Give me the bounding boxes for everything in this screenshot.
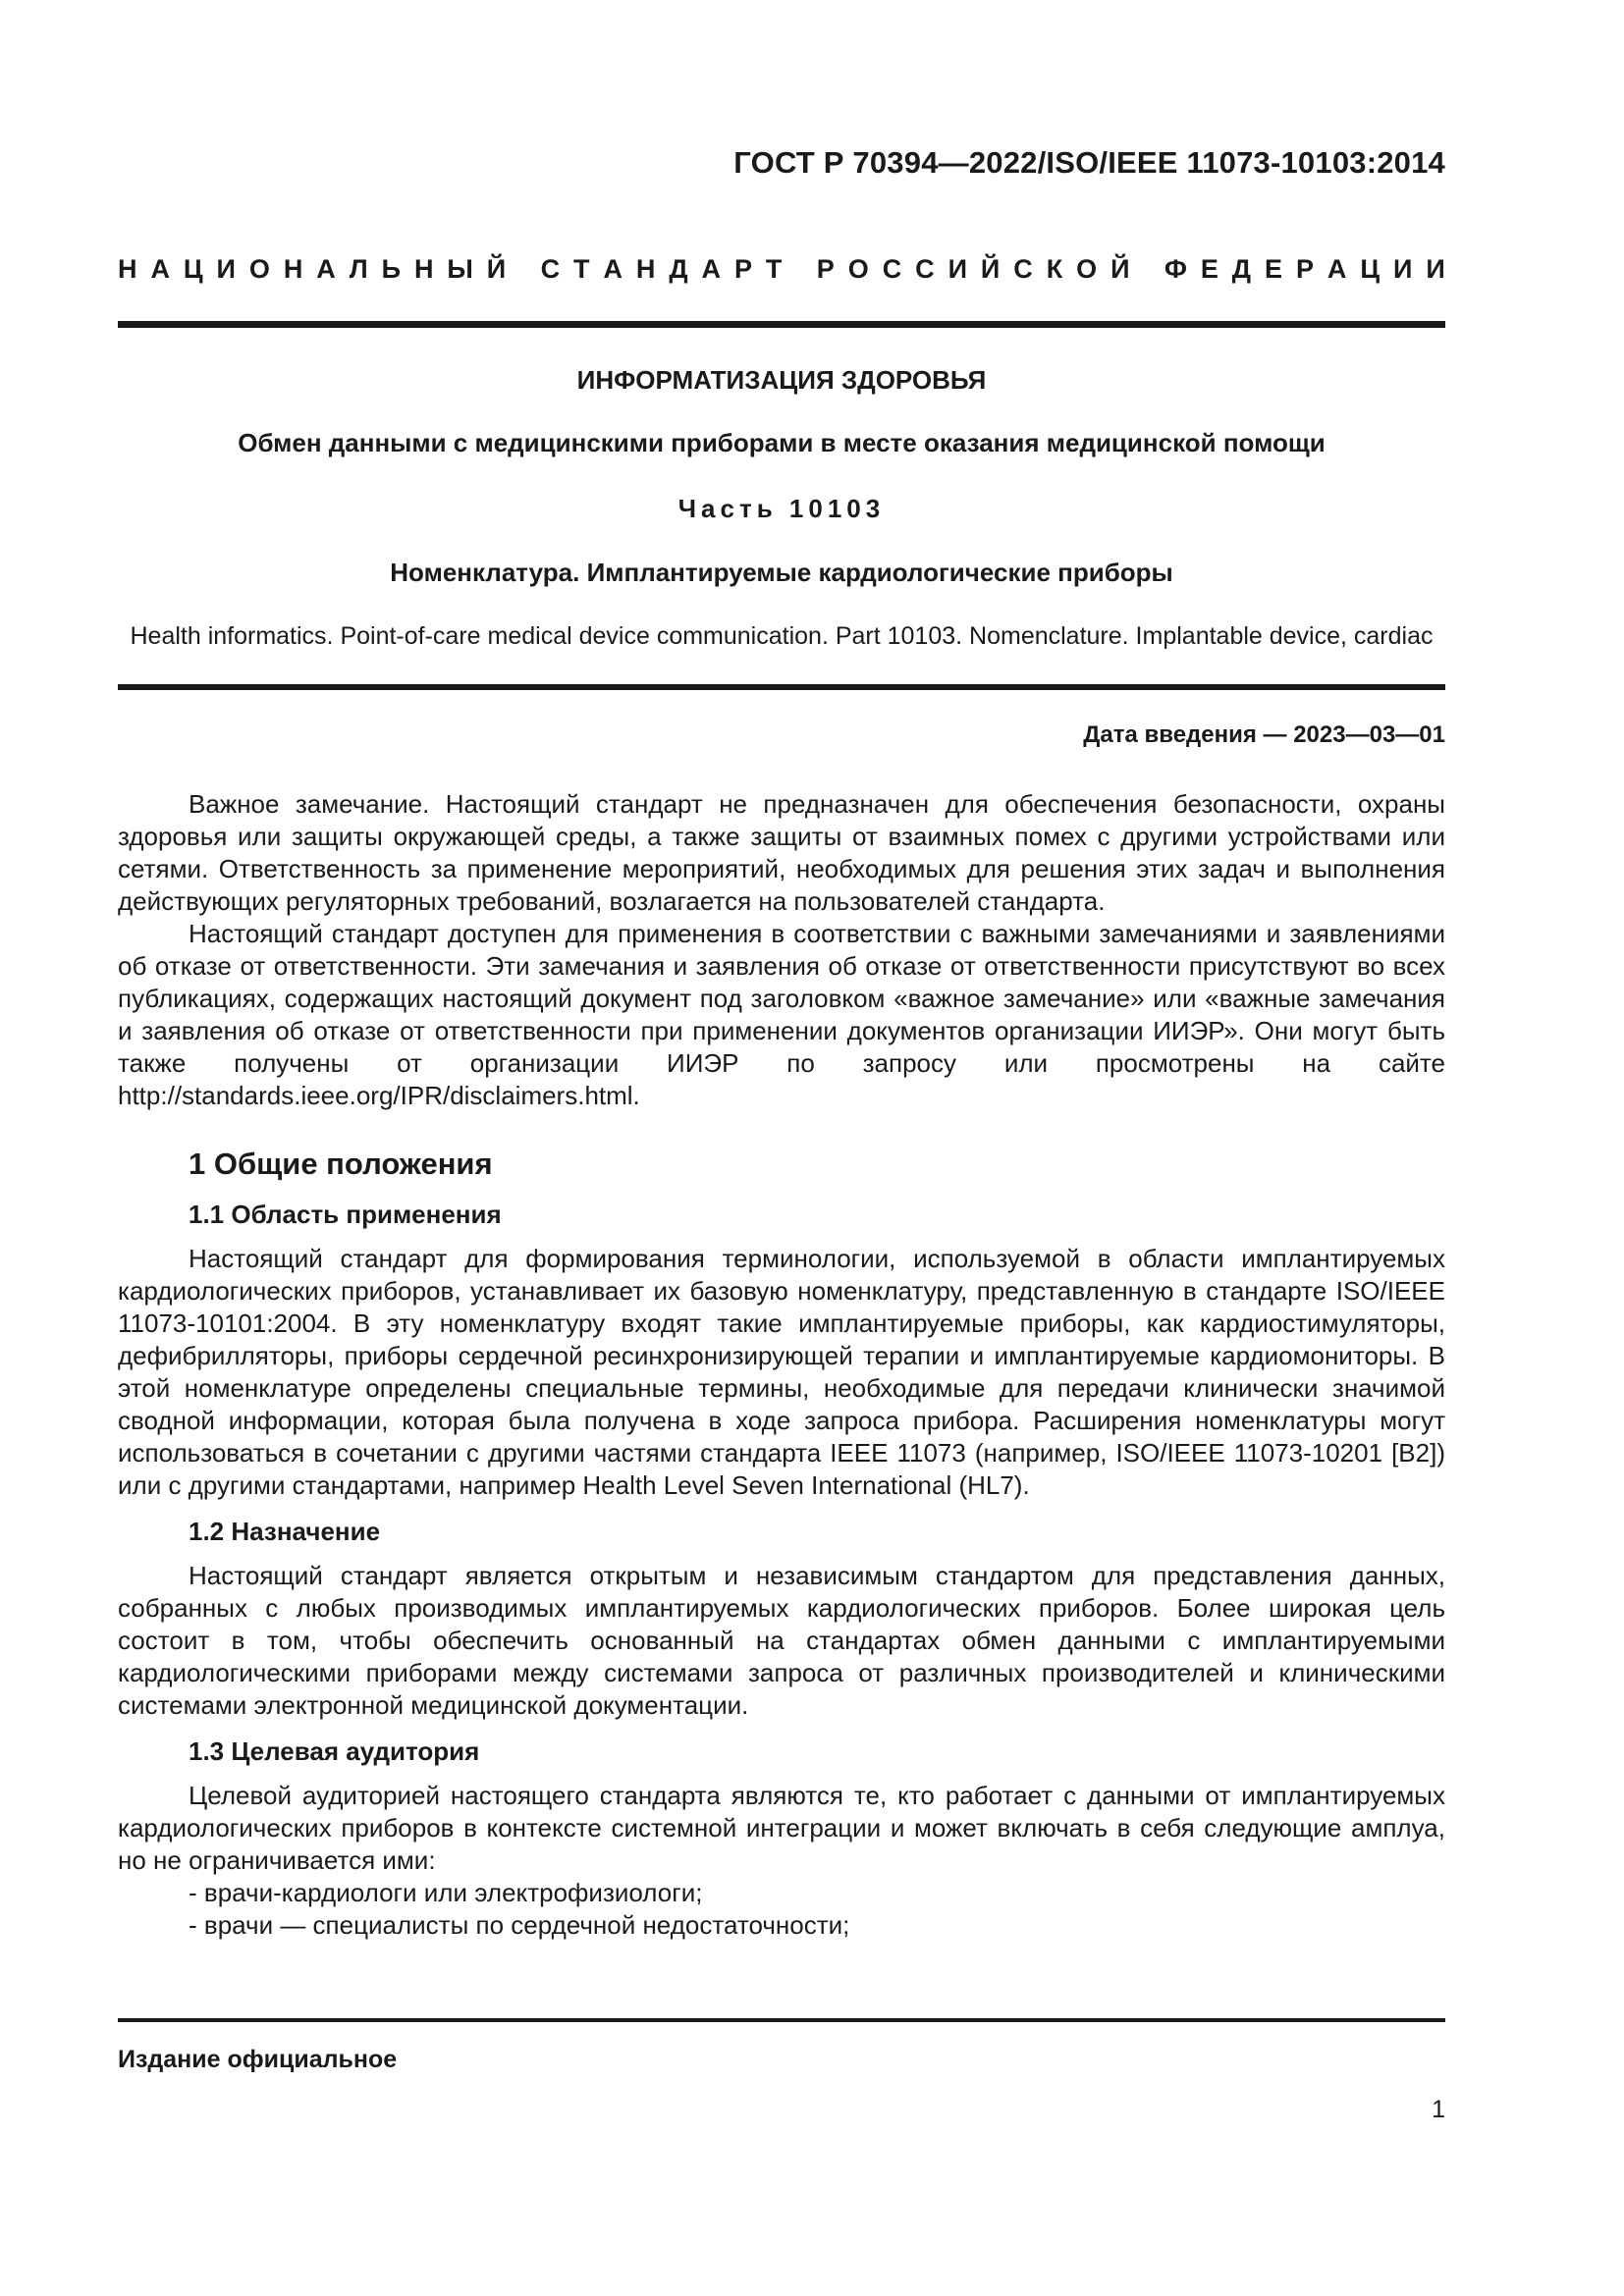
heading-letter — [1143, 254, 1151, 285]
heading-letter: Ц — [1360, 254, 1380, 284]
heading-letter: Р — [733, 254, 752, 284]
section-heading: 1 Общие положения — [189, 1147, 493, 1181]
heading-letter: И — [1393, 254, 1413, 284]
heading-letter: Ф — [1164, 254, 1187, 284]
heading-letter: Й — [486, 254, 507, 284]
subsection-heading: 1.3 Целевая аудитория — [189, 1736, 480, 1766]
document-code: ГОСТ Р 70394—2022/ISO/IEEE 11073-10103:2014 — [733, 145, 1445, 180]
heading-letter — [519, 254, 527, 285]
heading-letter: А — [1326, 254, 1347, 284]
heading-letter: А — [150, 254, 170, 284]
heading-letter: Р — [1295, 254, 1314, 284]
heading-letter: И — [216, 254, 236, 284]
subsection-heading: 1.1 Область применения — [189, 1200, 502, 1229]
heading-letter: Н — [413, 254, 434, 284]
notice-paragraph: Важное замечание. Настоящий стандарт не предназначен для обеспечения безопасности, охраны здоровья или защиты окружающей среды, а также защиты от взаимных помех с другими устройствами или сетями. Ответственность за применение мероприятий, необходимых для решения этих задач и выполнения действующих регуляторных требований, возлагается на пользователей стандарта. — [118, 789, 1445, 916]
heading-letter: О — [1076, 254, 1098, 284]
heading-letter: Н — [283, 254, 303, 284]
main-title: ИНФОРМАТИЗАЦИЯ ЗДОРОВЬЯ — [576, 365, 987, 395]
heading-letter: С — [915, 254, 935, 284]
heading-letter: Й — [1110, 254, 1130, 284]
heading-letter: Т — [765, 254, 783, 284]
heading-letter: Р — [816, 254, 835, 284]
heading-letter: Н — [635, 254, 656, 284]
document-body — [118, 788, 1445, 1942]
document-page — [118, 0, 1445, 2296]
heading-letter: О — [248, 254, 270, 284]
scope-paragraph: Настоящий стандарт для формирования терминологии, используемой в области имплантируемых кардиологических приборов, устанавливает их базовую номенклатуру, представленную в стандарте ISO/IEEE 11073-10101:2004. В эту номенклатуру входят такие имплантируемые приборы, как кардиостимуляторы, дефибрилляторы, приборы сердечной ресинхронизирующей терапии и имплантируемые кардиомониторы. В этой номенклатуре определены специальные термины, необходимые для передачи клинически значимой сводной информации, которая была получена в ходе запроса прибора. Расширения номенклатуры могут использоваться в сочетании с другими частями стандарта IEEE 11073 (например, ISO/IEEE 11073-10201 [B2]) или с другими стандартами, например Health Level Seven International (HL7). — [118, 1244, 1445, 1500]
audience-paragraph: Целевой аудиторией настоящего стандарта являются те, кто работает с данными от имплантируемых кардиологических приборов в контексте системной интеграции и может включать в себя следующие амплуа, но не ограничивается ими: — [118, 1781, 1445, 1875]
heading-letter: Е — [1200, 254, 1218, 284]
heading-letter: Д — [1231, 254, 1252, 284]
heading-letter: Ь — [381, 254, 402, 284]
heading-letter: Т — [573, 254, 590, 284]
heading-letter: С — [540, 254, 561, 284]
list-item: - врачи — специалисты по сердечной недостаточности; — [189, 1910, 850, 1940]
national-standard-heading — [118, 254, 1445, 285]
heading-letter: И — [1426, 254, 1445, 284]
english-title: Health informatics. Point-of-care medical device communication. Part 10103. Nomenclature. Implantable device, cardiac — [130, 622, 1434, 650]
heading-letter: Н — [118, 254, 137, 284]
subtitle: Обмен данными с медицинскими приборами в месте оказания медицинской помощи — [238, 428, 1326, 457]
list-item: - врачи-кардиологи или электрофизиологи; — [189, 1878, 703, 1907]
top-divider — [118, 321, 1445, 328]
heading-letter: Й — [980, 254, 1001, 284]
introduction-date: Дата введения — 2023—03—01 — [1083, 721, 1445, 748]
heading-letter: А — [701, 254, 721, 284]
heading-letter: С — [882, 254, 902, 284]
heading-letter: И — [947, 254, 967, 284]
heading-letter: Ы — [447, 254, 473, 284]
middle-divider — [118, 684, 1445, 690]
heading-letter: Л — [349, 254, 368, 284]
audience-list — [118, 1877, 1445, 1942]
part-title: Часть 10103 — [677, 494, 886, 523]
page-number: 1 — [1432, 2096, 1445, 2123]
heading-letter: А — [603, 254, 623, 284]
heading-letter — [795, 254, 803, 285]
bottom-divider — [118, 2018, 1445, 2022]
heading-letter: Д — [669, 254, 688, 284]
heading-letter: К — [1046, 254, 1063, 284]
heading-letter: А — [316, 254, 336, 284]
nomenclature-title: Номенклатура. Имплантируемые кардиологические приборы — [390, 558, 1173, 587]
heading-letter: С — [1013, 254, 1033, 284]
heading-letter: Е — [1264, 254, 1282, 284]
notice-paragraph: Настоящий стандарт доступен для применения в соответствии с важными замечаниями и заявлениями об отказе от ответственности. Эти замечания и заявления об отказе от ответственности присутствуют во всех публикациях, содержащих настоящий документ под заголовком «важное замечание» или «важные замечания и заявления об отказе от ответственности при применении документов организации ИИЭР». Они могут быть также получены от организации ИИЭР по запросу или просмотрены на сайте http://standards.ieee.org/IPR/disclaimers.html. — [118, 919, 1445, 1110]
purpose-paragraph: Настоящий стандарт является открытым и независимым стандартом для представления данных, собранных с любых производимых имплантируемых кардиологических приборов. Более широкая цель состоит в том, чтобы обеспечить основанный на стандартах обмен данными с имплантируемыми кардиологическими приборами между системами запроса от различных производителей и клиническими системами электронной медицинской документации. — [118, 1561, 1445, 1720]
official-edition-label: Издание официальное — [118, 2046, 398, 2073]
heading-letter: О — [847, 254, 869, 284]
subsection-heading: 1.2 Назначение — [189, 1517, 381, 1546]
heading-letter: Ц — [183, 254, 203, 284]
